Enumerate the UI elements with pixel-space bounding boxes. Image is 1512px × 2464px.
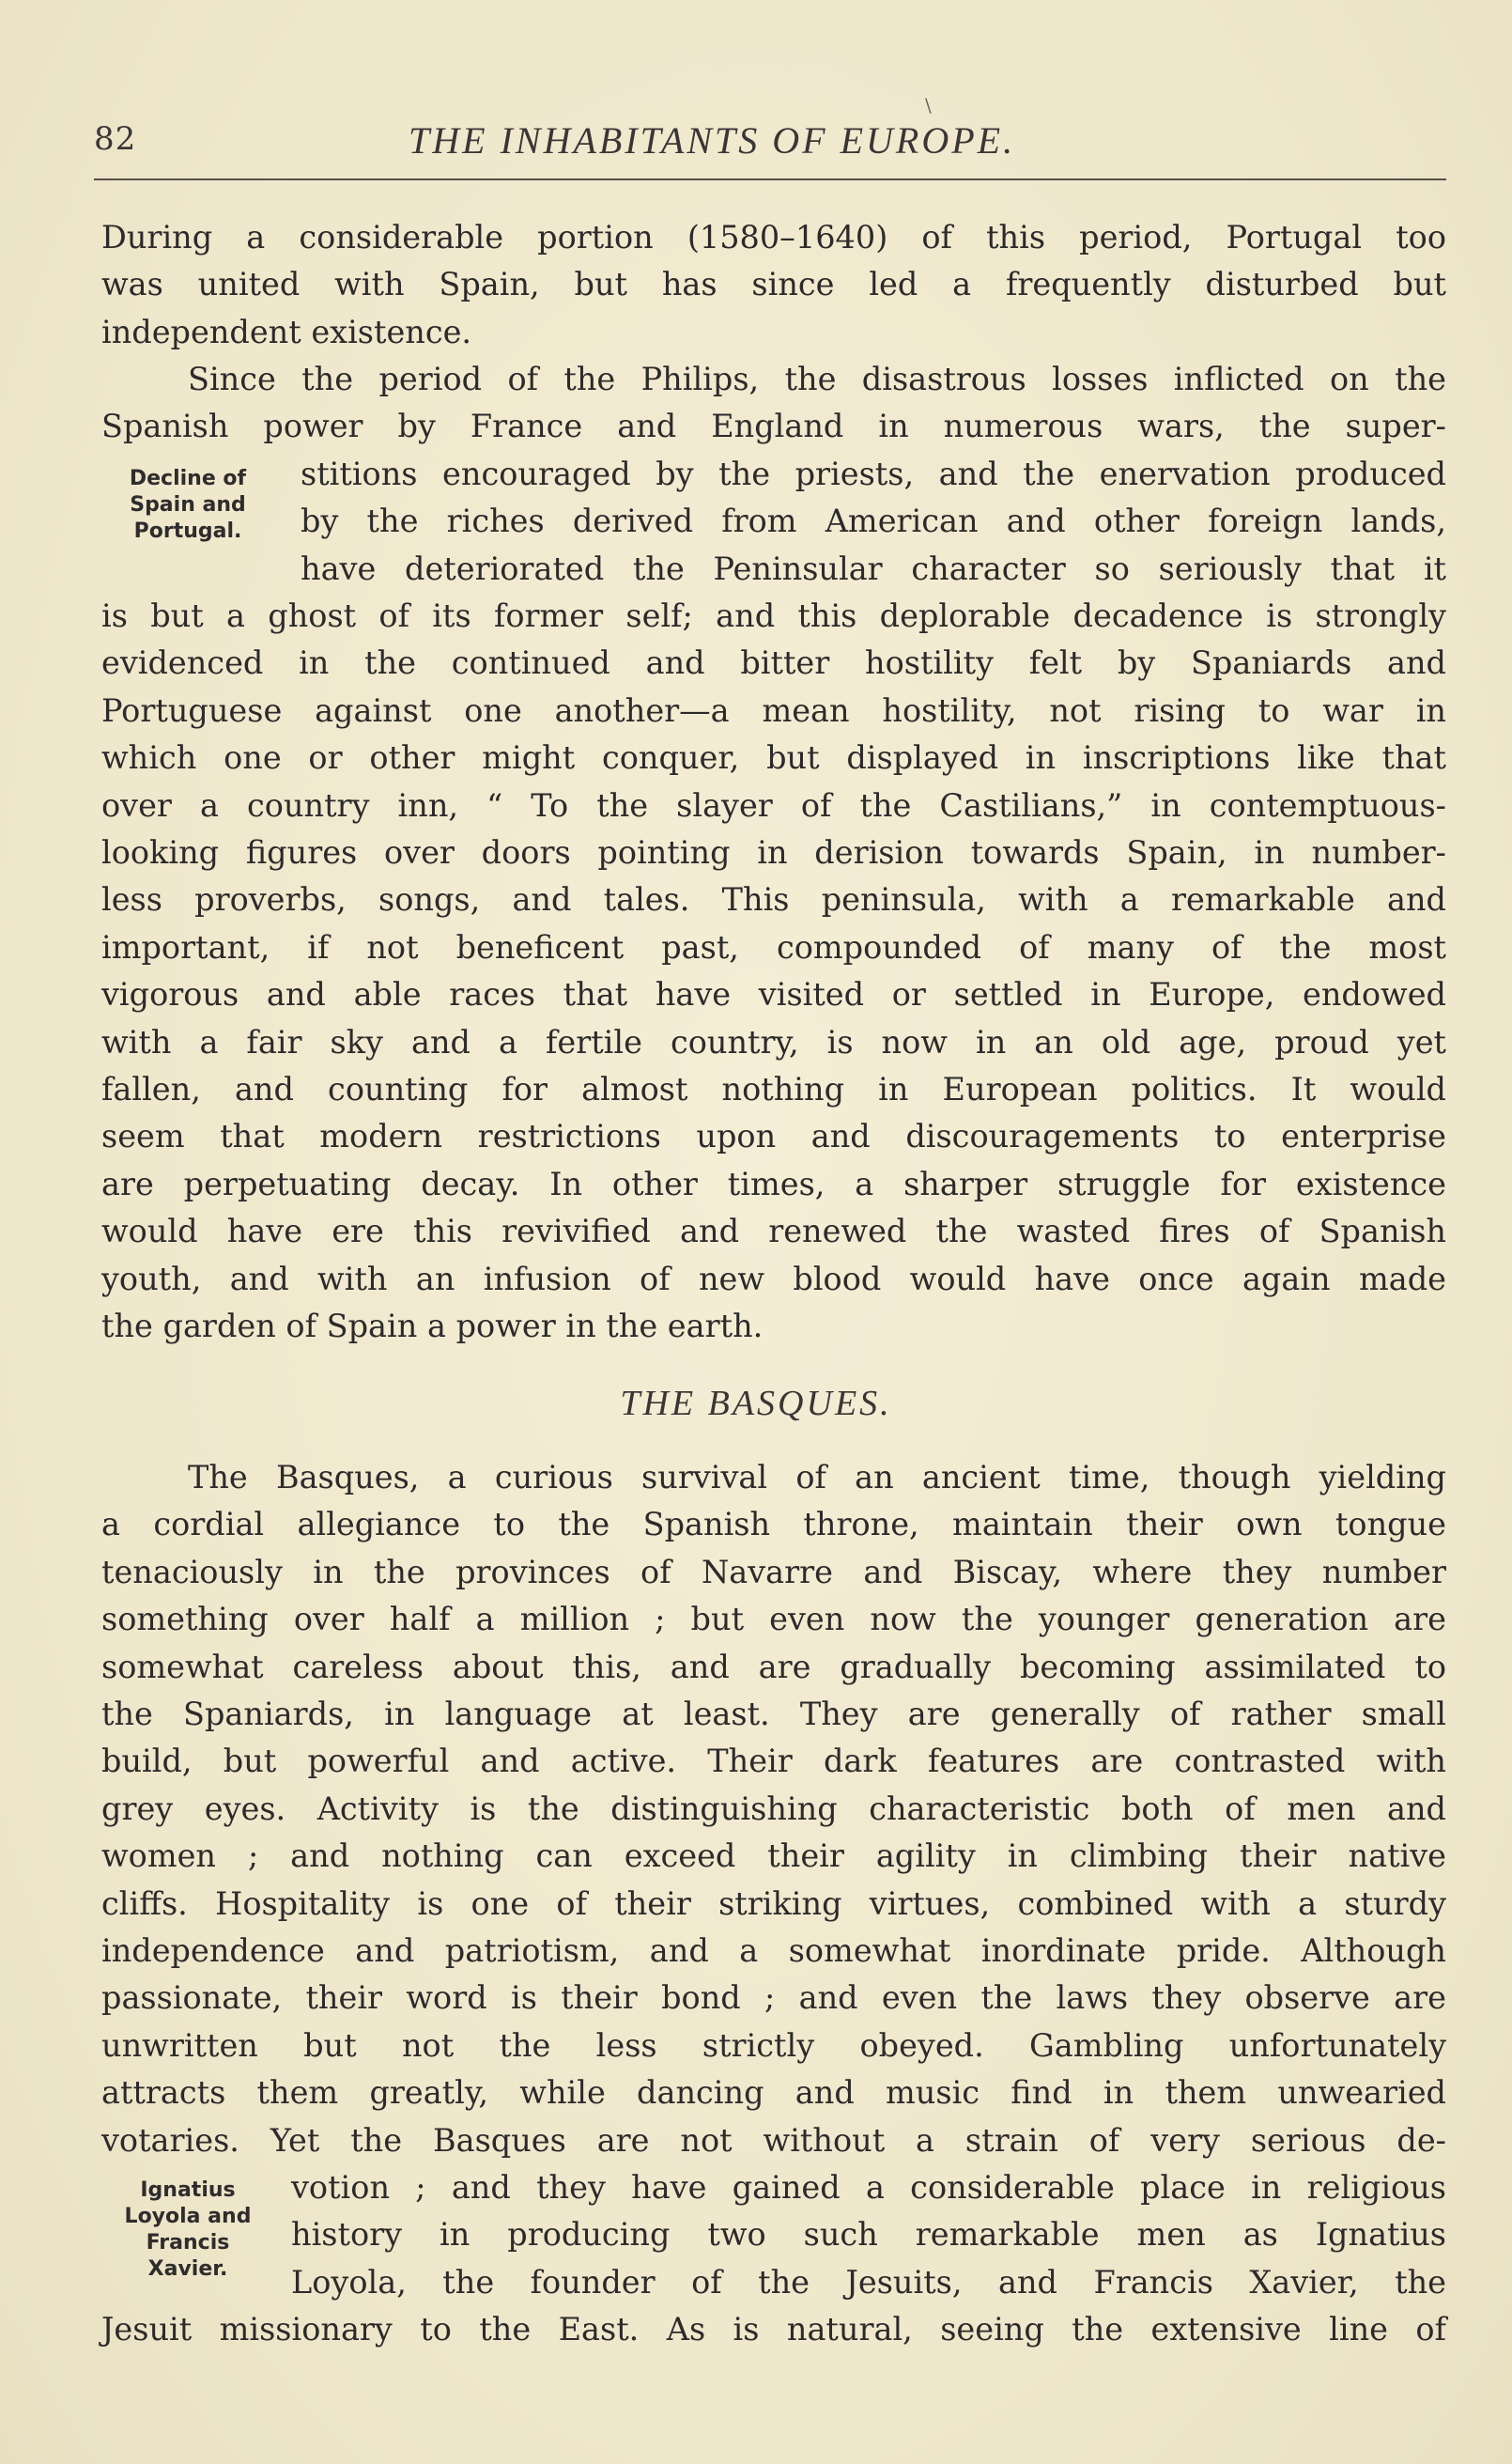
- paragraph-basques-c: [101, 2306, 1446, 2353]
- text-line: the Spaniards, in language at least. They are generally of rather small: [101, 1696, 1446, 1733]
- text-line: build, but powerful and active. Their dark features are contrasted with: [101, 1743, 1446, 1780]
- text-line: history in producing two such remarkable men as Ignatius: [291, 2216, 1446, 2254]
- text-line: evidenced in the continued and bitter hostility felt by Spaniards and: [101, 644, 1446, 682]
- text-line: grey eyes. Activity is the distinguishing characteristic both of men and: [101, 1790, 1446, 1827]
- margin-note-line: Portugal.: [133, 519, 242, 543]
- paragraph-decline-b: [301, 451, 1446, 593]
- text-line: are perpetuating decay. In other times, a sharper struggle for existence: [101, 1165, 1446, 1202]
- margin-note-ignatius: [99, 2177, 277, 2283]
- margin-note-line: Xavier.: [147, 2257, 228, 2281]
- text-line: looking figures over doors pointing in derision towards Spain, in number-: [101, 834, 1446, 872]
- page-header: [94, 113, 1446, 169]
- text-line: by the riches derived from American and other foreign lands,: [301, 503, 1446, 540]
- text-line: somewhat careless about this, and are gradually becoming assimilated to: [101, 1648, 1446, 1685]
- text-line: votaries. Yet the Basques are not without a strain of very serious de-: [101, 2121, 1446, 2159]
- text-line: Since the period of the Philips, the disastrous losses inflicted on the: [188, 361, 1446, 397]
- text-line: vigorous and able races that have visited or settled in Europe, endowed: [101, 976, 1446, 1014]
- text-line: stitions encouraged by the priests, and the enervation produced: [301, 456, 1446, 492]
- text-line: important, if not beneficent past, compounded of many of the most: [101, 928, 1446, 966]
- text-line: is but a ghost of its former self; and this deplorable decadence is strongly: [101, 597, 1446, 634]
- text-line: tenaciously in the provinces of Navarre and Biscay, where they number: [101, 1553, 1446, 1590]
- text-line: have deteriorated the Peninsular character so seriously that it: [301, 550, 1446, 587]
- text-line: with a fair sky and a fertile country, is now in an old age, proud yet: [101, 1023, 1446, 1061]
- paragraph-portugal-union: [101, 214, 1446, 356]
- text-line: women ; and nothing can exceed their agility in climbing their native: [101, 1837, 1446, 1875]
- margin-note-line: Spain and: [130, 493, 246, 517]
- margin-note-line: Decline of: [129, 467, 247, 490]
- text-line: fallen, and counting for almost nothing in European politics. It would: [101, 1071, 1446, 1108]
- text-line: unwritten but not the less strictly obeyed. Gambling unfortunately: [101, 2026, 1446, 2064]
- text-line: votion ; and they have gained a considerable place in religious: [291, 2169, 1446, 2206]
- text-line: attracts them greatly, while dancing and music find in them unwearied: [101, 2074, 1446, 2112]
- text-line: the garden of Spain a power in the earth.: [101, 1308, 764, 1345]
- text-line: seem that modern restrictions upon and discouragements to enterprise: [101, 1118, 1446, 1155]
- text-line: Portuguese against one another—a mean hostility, not rising to war in: [101, 691, 1446, 729]
- text-line: less proverbs, songs, and tales. This peninsula, with a remarkable and: [101, 881, 1446, 919]
- margin-note-line: Ignatius: [140, 2178, 236, 2202]
- running-head: THE INHABITANTS OF EUROPE.: [409, 119, 1016, 162]
- text-line: independent existence.: [101, 313, 472, 350]
- text-line: Spanish power by France and England in numerous wars, the super-: [101, 408, 1446, 445]
- paragraph-basques-b: [291, 2164, 1446, 2306]
- text-line: over a country inn, “ To the slayer of the Castilians,” in contemptuous-: [101, 786, 1446, 824]
- text-line: Loyola, the founder of the Jesuits, and Francis Xavier, the: [291, 2263, 1446, 2301]
- margin-note-line: Francis: [146, 2231, 230, 2255]
- paragraph-decline-c: [101, 593, 1446, 1351]
- text-line: cliffs. Hospitality is one of their striking virtues, combined with a sturdy: [101, 1884, 1446, 1922]
- text-line: youth, and with an infusion of new blood would have once again made: [101, 1260, 1446, 1297]
- text-line: which one or other might conquer, but displayed in inscriptions like that: [101, 739, 1446, 777]
- stray-mark: \: [925, 94, 932, 116]
- section-title: THE BASQUES.: [620, 1384, 892, 1423]
- text-line: a cordial allegiance to the Spanish throne, maintain their own tongue: [101, 1506, 1446, 1543]
- header-rule: [94, 178, 1446, 180]
- text-line: The Basques, a curious survival of an ancient time, though yielding: [188, 1459, 1446, 1495]
- paragraph-basques-a: [101, 1454, 1446, 2164]
- page-number: 82: [94, 120, 137, 158]
- paragraph-decline-a: [101, 356, 1446, 451]
- text-line: Jesuit missionary to the East. As is natural, seeing the extensive line of: [101, 2311, 1446, 2348]
- text-line: independence and patriotism, and a somewhat inordinate pride. Although: [101, 1932, 1446, 1970]
- text-line: passionate, their word is their bond ; and even the laws they observe are: [101, 1979, 1446, 2017]
- text-line: something over half a million ; but even now the younger generation are: [101, 1601, 1446, 1638]
- text-line: was united with Spain, but has since led a frequently disturbed but: [101, 266, 1446, 303]
- margin-note-decline: [94, 466, 282, 545]
- margin-note-line: Loyola and: [124, 2205, 252, 2228]
- text-line: During a considerable portion (1580–1640) of this period, Portugal too: [101, 219, 1446, 256]
- text-line: would have ere this revivified and renewed the wasted fires of Spanish: [101, 1213, 1446, 1250]
